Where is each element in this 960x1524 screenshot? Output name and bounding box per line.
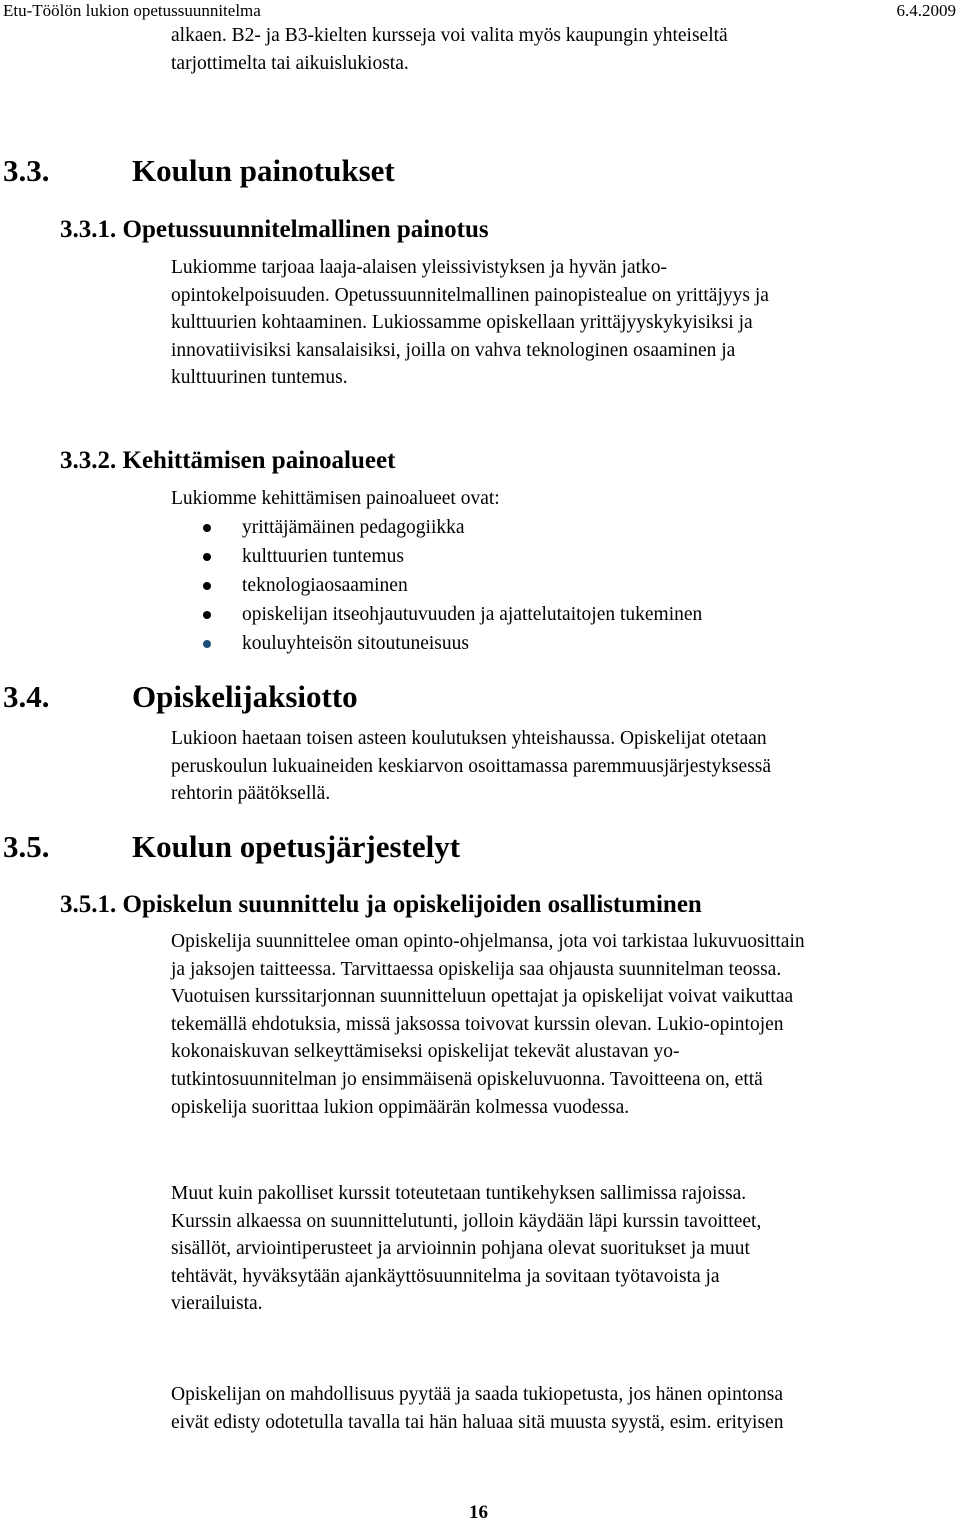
paragraph-line: Opiskelija suunnittelee oman opinto-ohjelmansa, jota voi tarkistaa lukuvuosittain xyxy=(171,931,805,952)
bullet-icon xyxy=(203,640,211,648)
subsection-3-3-1-number: 3.3.1. xyxy=(60,216,117,243)
subsection-3-5-1-number: 3.5.1. xyxy=(60,891,117,918)
paragraph-line: opiskelija suorittaa lukion oppimäärän kolmessa vuodessa. xyxy=(171,1096,630,1118)
subsection-3-3-1-heading xyxy=(60,216,489,244)
section-3-5-title: Koulun opetusjärjestelyt xyxy=(132,829,461,864)
paragraph-line: kulttuurinen tuntemus. xyxy=(171,367,348,389)
bullet-icon xyxy=(203,582,211,590)
subsection-3-5-1-heading xyxy=(60,891,702,919)
subsection-3-5-1-paragraph-2 xyxy=(171,1180,761,1318)
paragraph-line: Vuotuisen kurssitarjonnan suunnitteluun opettajat ja opiskelijat voivat vaikuttaa xyxy=(171,986,794,1008)
bullet-item: teknologiaosaaminen xyxy=(242,575,408,596)
section-3-3-number: 3.3. xyxy=(3,153,50,188)
subsection-3-5-1-paragraph-1 xyxy=(171,928,805,1121)
subsection-3-3-2-title: Kehittämisen painoalueet xyxy=(122,447,396,474)
subsection-3-3-2-heading xyxy=(60,447,395,475)
document-header-date: 6.4.2009 xyxy=(896,1,956,20)
paragraph-line: kulttuurien kohtaaminen. Lukiossamme opiskellaan yrittäjyyskykyisiksi ja xyxy=(171,312,753,334)
bullet-item: opiskelijan itseohjautuvuuden ja ajattelutaitojen tukeminen xyxy=(242,604,703,625)
subsection-3-3-2-intro: Lukiomme kehittämisen painoalueet ovat: xyxy=(171,488,500,509)
paragraph-line: peruskoulun lukuaineiden keskiarvon osoittamassa paremmuusjärjestyksessä xyxy=(171,755,772,777)
paragraph-line: tutkintosuunnitelman jo ensimmäisenä opiskeluvuonna. Tavoitteena on, että xyxy=(171,1068,763,1090)
bullet-item: kulttuurien tuntemus xyxy=(242,546,404,567)
paragraph-line: vierailuista. xyxy=(171,1293,263,1315)
bullet-icon xyxy=(203,611,211,619)
paragraph-line: Muut kuin pakolliset kurssit toteutetaan tuntikehyksen sallimissa rajoissa. xyxy=(171,1183,747,1204)
intro-line: tarjottimelta tai aikuislukiosta. xyxy=(171,52,409,74)
paragraph-line: Lukioon haetaan toisen asteen koulutuksen yhteishaussa. Opiskelijat otetaan xyxy=(171,728,767,749)
paragraph-line: Opiskelijan on mahdollisuus pyytää ja saada tukiopetusta, jos hänen opintonsa xyxy=(171,1384,783,1405)
subsection-3-3-1-paragraph xyxy=(171,254,769,392)
bullet-item: yrittäjämäinen pedagogiikka xyxy=(242,517,465,538)
bullet-icon xyxy=(203,524,211,532)
subsection-3-5-1-title: Opiskelun suunnittelu ja opiskelijoiden osallistuminen xyxy=(122,891,702,918)
paragraph-line: eivät edisty odotetulla tavalla tai hän haluaa sitä muusta syystä, esim. erityisen xyxy=(171,1411,784,1433)
subsection-3-5-1-paragraph-3 xyxy=(171,1381,783,1436)
paragraph-line: innovatiivisiksi kansalaisiksi, joilla on vahva teknologinen osaaminen ja xyxy=(171,339,736,361)
intro-line: alkaen. B2- ja B3-kielten kursseja voi valita myös kaupungin yhteiseltä xyxy=(171,25,728,46)
document-header-title: Etu-Töölön lukion opetussuunnitelma xyxy=(3,1,261,20)
intro-paragraph xyxy=(171,22,728,77)
paragraph-line: opintokelpoisuuden. Opetussuunnitelmallinen painopistealue on yrittäjyys ja xyxy=(171,284,769,306)
bullet-icon xyxy=(203,553,211,561)
paragraph-line: kokonaiskuvan selkeyttämiseksi opiskelijat tekevät alustavan yo- xyxy=(171,1041,680,1063)
page-number: 16 xyxy=(469,1502,488,1523)
paragraph-line: Lukiomme tarjoaa laaja-alaisen yleissivistyksen ja hyvän jatko- xyxy=(171,257,668,278)
paragraph-line: rehtorin päätöksellä. xyxy=(171,783,331,805)
paragraph-line: tekemällä ehdotuksia, missä jaksossa toivovat kurssin olevan. Lukio-opintojen xyxy=(171,1013,784,1035)
paragraph-line: sisällöt, arviointiperusteet ja arvioinnin pohjana olevat suoritukset ja muut xyxy=(171,1238,750,1260)
bullet-item: kouluyhteisön sitoutuneisuus xyxy=(242,633,469,654)
subsection-3-3-1-title: Opetussuunnitelmallinen painotus xyxy=(122,216,489,243)
section-3-4-number: 3.4. xyxy=(3,679,50,714)
paragraph-line: ja jaksojen taitteessa. Tarvittaessa opiskelija saa ohjausta suunnitelman teossa. xyxy=(171,958,782,980)
section-3-3-title: Koulun painotukset xyxy=(132,153,395,188)
paragraph-line: tehtävät, hyväksytään ajankäyttösuunnitelma ja sovitaan työtavoista ja xyxy=(171,1265,720,1287)
section-3-4-paragraph xyxy=(171,725,771,808)
paragraph-line: Kurssin alkaessa on suunnittelutunti, jolloin käydään läpi kurssin tavoitteet, xyxy=(171,1210,762,1232)
subsection-3-3-2-number: 3.3.2. xyxy=(60,447,117,474)
section-3-5-number: 3.5. xyxy=(3,829,50,864)
section-3-4-title: Opiskelijaksiotto xyxy=(132,679,358,714)
